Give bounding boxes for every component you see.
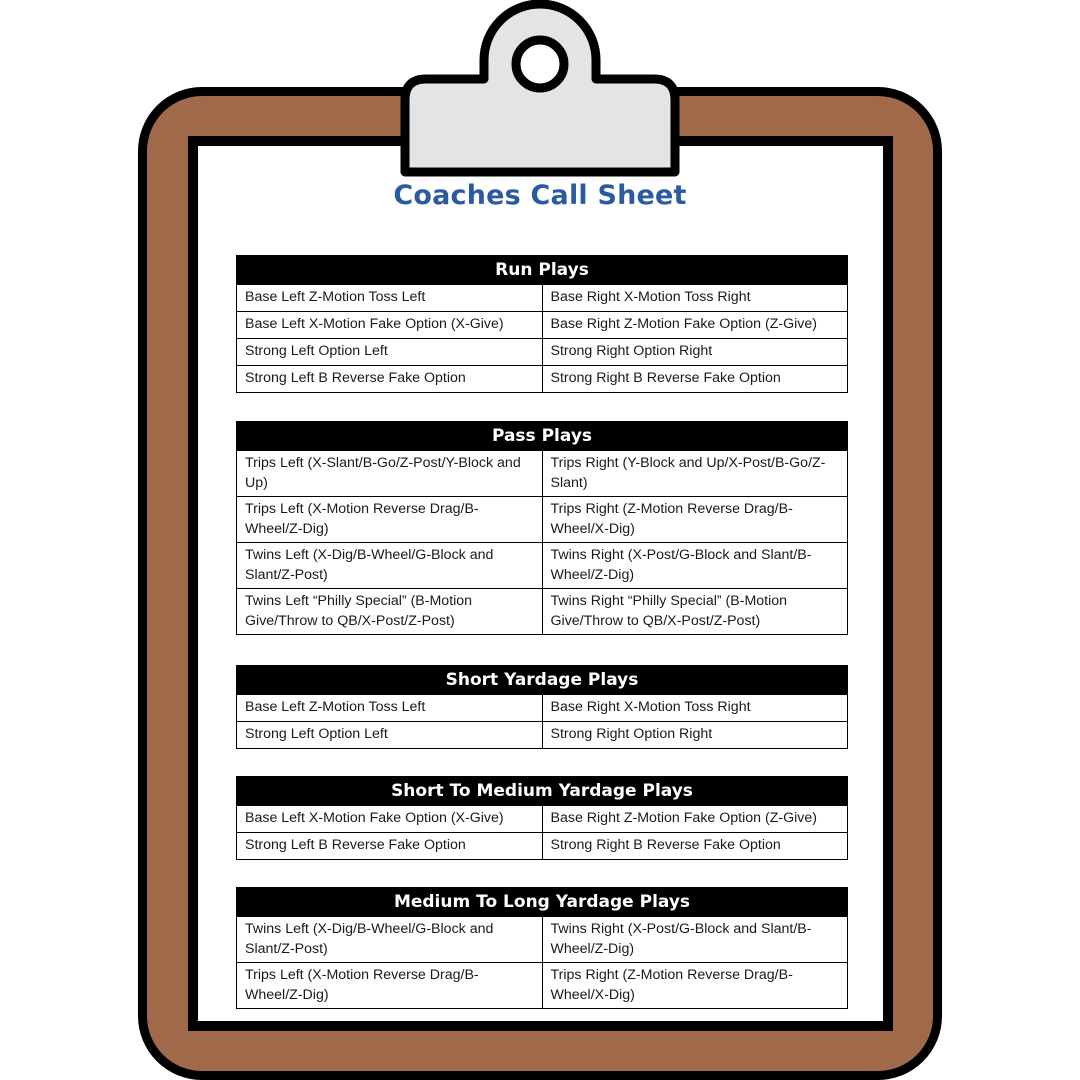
page-title: Coaches Call Sheet <box>393 180 687 211</box>
play-cell: Base Right Z-Motion Fake Option (Z-Give) <box>542 312 848 339</box>
short-yardage-table <box>236 665 848 749</box>
play-cell: Base Left Z-Motion Toss Left <box>237 285 543 312</box>
play-cell: Twins Left (X-Dig/B-Wheel/G-Block and Slant/Z-Post) <box>237 543 543 589</box>
play-cell: Twins Right (X-Post/G-Block and Slant/B-Wheel/Z-Dig) <box>542 543 848 589</box>
table-row <box>237 285 848 312</box>
table-row <box>237 917 848 963</box>
play-cell: Strong Left B Reverse Fake Option <box>237 366 543 393</box>
play-cell: Strong Left Option Left <box>237 339 543 366</box>
play-cell: Base Left X-Motion Fake Option (X-Give) <box>237 806 543 833</box>
run-plays-table <box>236 255 848 393</box>
play-cell: Base Right X-Motion Toss Right <box>542 285 848 312</box>
table-row <box>237 312 848 339</box>
table-row <box>237 589 848 635</box>
play-cell: Twins Left (X-Dig/B-Wheel/G-Block and Slant/Z-Post) <box>237 917 543 963</box>
pass-plays-table <box>236 421 848 635</box>
medium-to-long-yardage-table <box>236 887 848 1009</box>
section-heading: Run Plays <box>237 256 848 285</box>
section-heading: Medium To Long Yardage Plays <box>237 888 848 917</box>
play-cell: Twins Left “Philly Special” (B-Motion Give/Throw to QB/X-Post/Z-Post) <box>237 589 543 635</box>
table-row <box>237 806 848 833</box>
play-cell: Trips Left (X-Slant/B-Go/Z-Post/Y-Block and Up) <box>237 451 543 497</box>
table-row <box>237 963 848 1009</box>
play-cell: Trips Left (X-Motion Reverse Drag/B-Wheel/Z-Dig) <box>237 963 543 1009</box>
table-row <box>237 451 848 497</box>
play-cell: Base Right X-Motion Toss Right <box>542 695 848 722</box>
table-row <box>237 366 848 393</box>
play-cell: Trips Right (Z-Motion Reverse Drag/B-Wheel/X-Dig) <box>542 963 848 1009</box>
short-to-medium-yardage-table <box>236 776 848 860</box>
play-cell: Strong Left Option Left <box>237 722 543 749</box>
section-heading: Short To Medium Yardage Plays <box>237 777 848 806</box>
play-cell: Strong Right B Reverse Fake Option <box>542 833 848 860</box>
section-heading: Pass Plays <box>237 422 848 451</box>
play-cell: Strong Right Option Right <box>542 722 848 749</box>
play-cell: Base Left X-Motion Fake Option (X-Give) <box>237 312 543 339</box>
play-cell: Twins Right “Philly Special” (B-Motion Give/Throw to QB/X-Post/Z-Post) <box>542 589 848 635</box>
play-cell: Strong Right B Reverse Fake Option <box>542 366 848 393</box>
play-cell: Base Right Z-Motion Fake Option (Z-Give) <box>542 806 848 833</box>
play-cell: Trips Left (X-Motion Reverse Drag/B-Wheel/Z-Dig) <box>237 497 543 543</box>
section-heading: Short Yardage Plays <box>237 666 848 695</box>
play-cell: Strong Left B Reverse Fake Option <box>237 833 543 860</box>
table-row <box>237 722 848 749</box>
play-cell: Trips Right (Z-Motion Reverse Drag/B-Wheel/X-Dig) <box>542 497 848 543</box>
table-row <box>237 833 848 860</box>
play-cell: Twins Right (X-Post/G-Block and Slant/B-Wheel/Z-Dig) <box>542 917 848 963</box>
table-row <box>237 543 848 589</box>
table-row <box>237 339 848 366</box>
play-cell: Trips Right (Y-Block and Up/X-Post/B-Go/Z-Slant) <box>542 451 848 497</box>
play-cell: Base Left Z-Motion Toss Left <box>237 695 543 722</box>
table-row <box>237 497 848 543</box>
play-cell: Strong Right Option Right <box>542 339 848 366</box>
table-row <box>237 695 848 722</box>
